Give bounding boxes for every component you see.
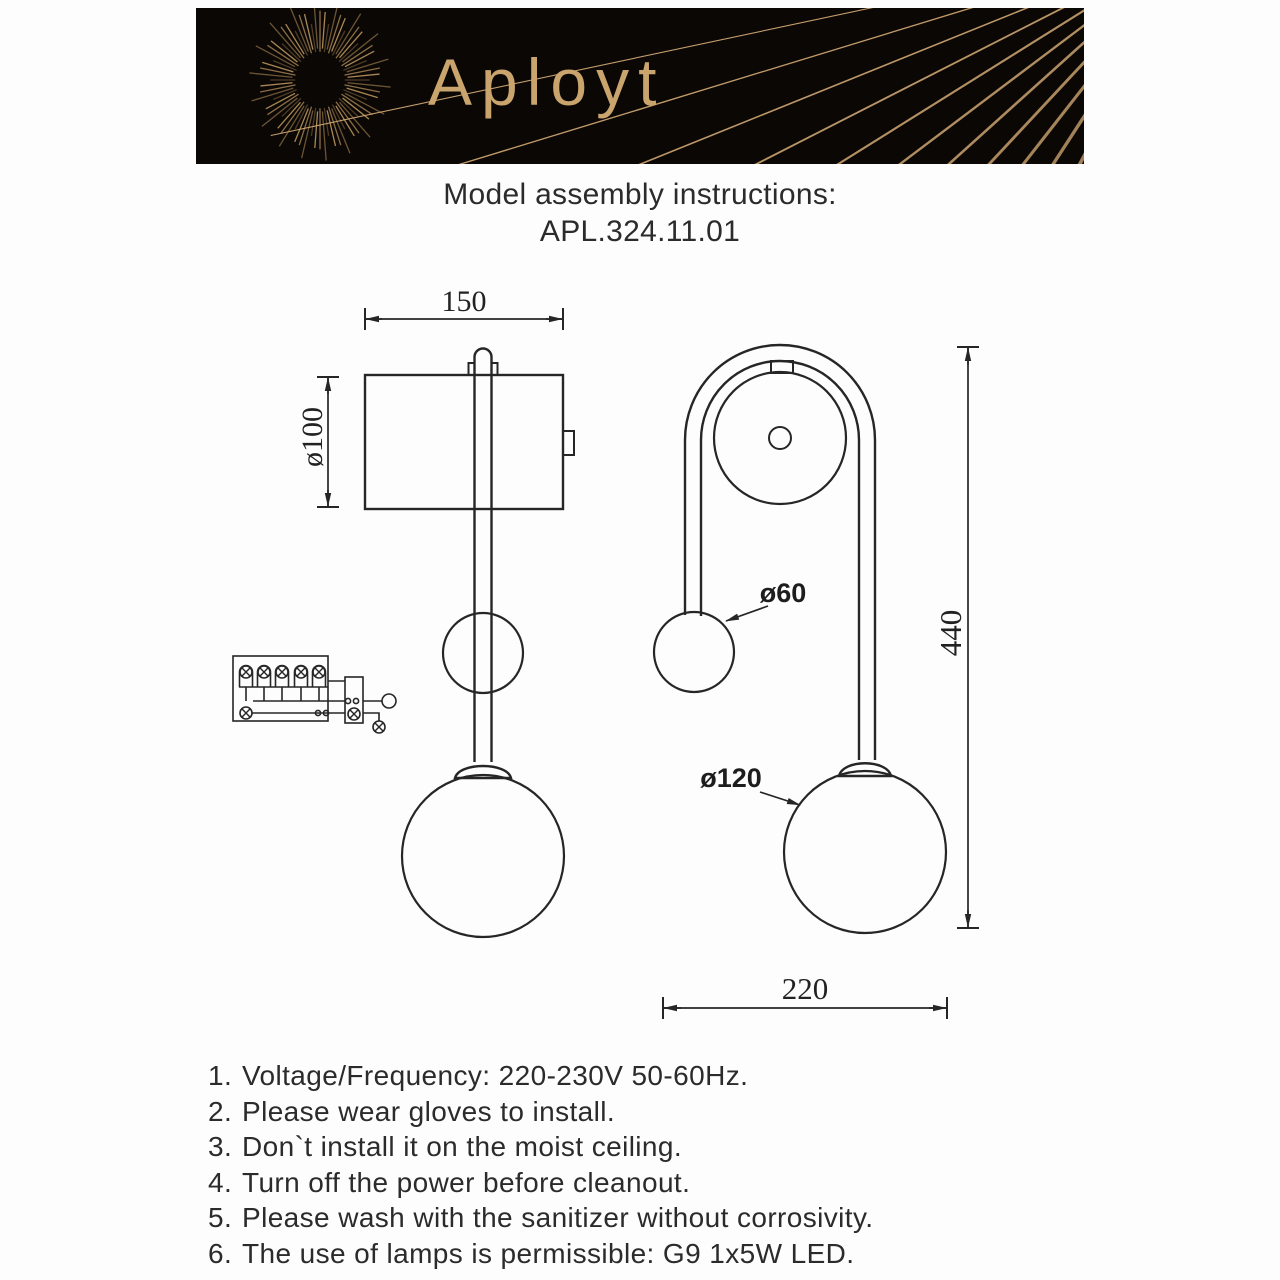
starburst-icon <box>249 8 390 161</box>
wiring-diagram <box>233 656 396 733</box>
list-item <box>196 1129 1116 1165</box>
title-block <box>196 176 1084 250</box>
list-item-text: Please wash with the sanitizer without corrosivity. <box>242 1202 874 1233</box>
dim-depth-label: 220 <box>781 971 829 1006</box>
list-item-number: 5. <box>208 1202 233 1233</box>
list-item-number: 3. <box>208 1131 233 1162</box>
arch-inner <box>701 361 859 760</box>
list-item <box>196 1236 1116 1272</box>
page-title: Model assembly instructions: <box>443 178 837 211</box>
brand-banner <box>196 8 1084 164</box>
switch-notch <box>563 431 574 455</box>
dim-mount-diameter-label: ø100 <box>296 407 329 467</box>
list-item-text: Turn off the power before cleanout. <box>242 1166 691 1198</box>
list-item <box>196 1094 1116 1130</box>
dim-width <box>365 285 563 330</box>
dim-mount-diameter <box>296 377 339 507</box>
rod <box>475 349 492 763</box>
list-item-text: Don`t install it on the moist ceiling. <box>242 1131 683 1162</box>
list-item-number: 6. <box>208 1237 233 1269</box>
lamp-symbol <box>382 694 396 708</box>
small-globe-front <box>654 612 734 692</box>
dim-small-globe <box>726 578 806 621</box>
dim-globe-label: ø120 <box>700 763 762 793</box>
list-item-text: The use of lamps is permissible: G9 1x5W LED. <box>242 1237 855 1269</box>
list-item-number: 2. <box>208 1095 233 1127</box>
small-globe-side <box>443 613 523 693</box>
list-item-text: Please wear gloves to install. <box>242 1095 616 1127</box>
dim-height <box>933 347 979 928</box>
arch-outer <box>685 345 875 760</box>
side-view-drawing <box>296 285 574 937</box>
front-view-drawing <box>654 345 979 1019</box>
wall-plate <box>714 372 846 504</box>
fan-rays-icon <box>271 8 1084 164</box>
dim-depth <box>663 971 947 1019</box>
plate-hole <box>769 427 791 449</box>
list-item-number: 4. <box>208 1166 233 1198</box>
dim-height-label: 440 <box>933 609 968 657</box>
list-item <box>196 1200 1116 1236</box>
globe-front <box>784 771 946 933</box>
list-item-number: 1. <box>208 1060 233 1091</box>
mount-box <box>365 375 563 509</box>
model-number: APL.324.11.01 <box>539 215 741 248</box>
brand-name: Aployt <box>428 45 666 119</box>
instructions-list <box>196 1058 1116 1271</box>
globe-cap-side <box>455 766 511 778</box>
globe-side <box>402 775 564 937</box>
list-item <box>196 1165 1116 1201</box>
list-item <box>196 1058 1116 1094</box>
dim-small-globe-label: ø60 <box>759 578 807 608</box>
dim-globe <box>700 763 800 805</box>
list-item-text: Voltage/Frequency: 220-230V 50-60Hz. <box>242 1060 749 1091</box>
technical-drawing-main <box>200 280 1020 1040</box>
dim-width-label: 150 <box>441 285 487 318</box>
